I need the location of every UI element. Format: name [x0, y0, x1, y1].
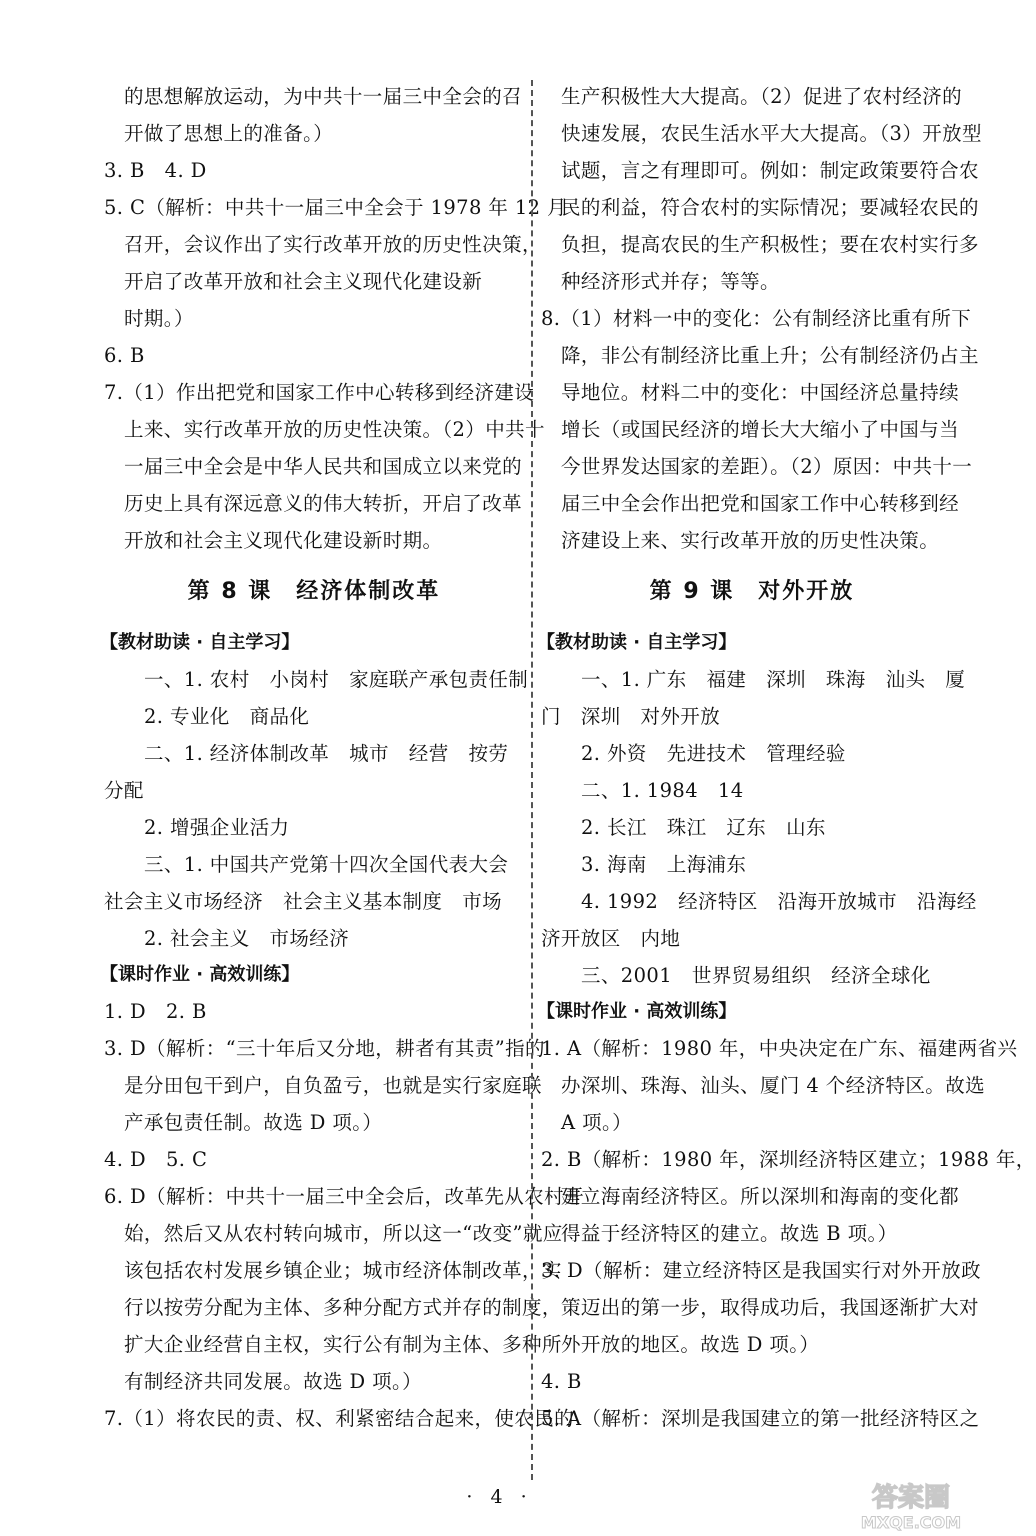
watermark-logo: [836, 1478, 986, 1534]
left-study-block: [104, 661, 529, 957]
text-line: 3. B 4. D: [104, 159, 207, 182]
text-line: 该包括农村发展乡镇企业；城市经济体制改革，实: [124, 1259, 562, 1282]
text-line: 2. 社会主义 市场经济: [144, 927, 350, 950]
text-line: 二、1. 经济体制改革 城市 经营 按劳: [144, 742, 509, 765]
lesson-8-heading: 第 8 课 经济体制改革: [187, 579, 441, 604]
right-answer-block: [541, 78, 982, 559]
text-line: 3. D（解析：建立经济特区是我国实行对外开放政: [541, 1259, 982, 1282]
column-divider: [531, 80, 533, 1480]
text-line: 快速发展，农民生活水平大大提高。（3）开放型: [561, 122, 982, 145]
text-line: 7.（1）作出把党和国家工作中心转移到经济建设: [104, 381, 535, 404]
text-line: 一届三中全会是中华人民共和国成立以来党的: [124, 455, 523, 478]
text-line: 行以按劳分配为主体、多种分配方式并存的制度，: [124, 1296, 562, 1319]
text-line: 2. 专业化 商品化: [144, 705, 310, 728]
text-line: 1. A（解析：1980 年，中央决定在广东、福建两省兴: [541, 1037, 1018, 1060]
text-line: 二、1. 1984 14: [581, 779, 744, 802]
text-line: 7.（1）将农民的责、权、利紧密结合起来，使农民的: [104, 1407, 575, 1430]
text-line: 4. B: [541, 1370, 582, 1393]
right-column: [537, 78, 1036, 1437]
right-study-section-title: 【教材助读 · 自主学习】: [537, 632, 737, 653]
text-line: 种经济形式并存；等等。: [561, 270, 780, 293]
text-line: 届三中全会作出把党和国家工作中心转移到经: [561, 492, 960, 515]
text-line: 开启了改革开放和社会主义现代化建设新: [124, 270, 483, 293]
left-answer-block: [104, 78, 567, 559]
text-line: 开放和社会主义现代化建设新时期。: [124, 529, 443, 552]
left-work-section-title: 【课时作业 · 高效训练】: [100, 964, 300, 985]
text-line: 6. D（解析：中共十一届三中全会后，改革先从农村开: [104, 1185, 584, 1208]
text-line: 历史上具有深远意义的伟大转折，开启了改革: [124, 492, 523, 515]
text-line: 外开放的地区。故选 D 项。）: [561, 1333, 820, 1356]
text-line: 4. 1992 经济特区 沿海开放城市 沿海经: [581, 890, 977, 913]
text-line: 三、1. 中国共产党第十四次全国代表大会: [144, 853, 509, 876]
page-number: · 4 ·: [466, 1486, 533, 1508]
text-line: 济开放区 内地: [541, 927, 681, 950]
text-line: 导地位。材料二中的变化：中国经济总量持续: [561, 381, 960, 404]
text-line: 办深圳、珠海、汕头、厦门 4 个经济特区。故选: [561, 1074, 986, 1097]
text-line: 一、1. 广东 福建 深圳 珠海 汕头 厦: [581, 668, 966, 691]
text-line: 是分田包干到户，自负盈亏，也就是实行家庭联: [124, 1074, 542, 1097]
text-line: 开做了思想上的准备。）: [124, 122, 334, 145]
text-line: 有制经济共同发展。故选 D 项。）: [124, 1370, 423, 1393]
text-line: 2. 长江 珠江 辽东 山东: [581, 816, 826, 839]
text-line: 3. D（解析：“三十年后又分地，耕者有其责”指的: [104, 1037, 545, 1060]
text-line: 今世界发达国家的差距）。（2）原因：中共十一: [561, 455, 973, 478]
text-line: 的思想解放运动，为中共十一届三中全会的召: [124, 85, 523, 108]
text-line: 策迈出的第一步，取得成功后，我国逐渐扩大对: [561, 1296, 979, 1319]
text-line: 一、1. 农村 小岗村 家庭联产承包责任制: [144, 668, 529, 691]
text-line: 门 深圳 对外开放: [541, 705, 721, 728]
text-line: 负担，提高农民的生产积极性；要在农村实行多: [561, 233, 979, 256]
text-line: 8.（1）材料一中的变化：公有制经济比重有所下: [541, 307, 972, 330]
text-line: 4. D 5. C: [104, 1148, 208, 1171]
text-line: 建立海南经济特区。所以深圳和海南的变化都: [561, 1185, 960, 1208]
left-study-section-title: 【教材助读 · 自主学习】: [100, 632, 300, 653]
text-line: 2. B（解析：1980 年，深圳经济特区建立；1988 年，: [541, 1148, 1036, 1171]
right-study-block: [541, 661, 977, 994]
text-line: 社会主义市场经济 社会主义基本制度 市场: [104, 890, 503, 913]
text-line: 2. 增强企业活力: [144, 816, 290, 839]
text-line: 5. A（解析：深圳是我国建立的第一批经济特区之: [541, 1407, 980, 1430]
svg-text:MXQE.COM: MXQE.COM: [860, 1513, 962, 1532]
text-line: 生产积极性大大提高。（2）促进了农村经济的: [561, 85, 963, 108]
text-line: 上来、实行改革开放的历史性决策。（2）中共十: [124, 418, 545, 441]
lesson-9-heading: 第 9 课 对外开放: [649, 579, 855, 604]
text-line: 扩大企业经营自主权，实行公有制为主体、多种所: [124, 1333, 562, 1356]
text-line: 试题，言之有理即可。例如：制定政策要符合农: [561, 159, 979, 182]
text-line: 降，非公有制经济比重上升；公有制经济仍占主: [561, 344, 979, 367]
text-line: 民的利益，符合农村的实际情况；要减轻农民的: [561, 196, 979, 219]
text-line: 三、2001 世界贸易组织 经济全球化: [581, 964, 931, 987]
text-line: 时期。）: [124, 307, 194, 330]
text-line: 3. 海南 上海浦东: [581, 853, 747, 876]
text-line: 济建设上来、实行改革开放的历史性决策。: [561, 529, 940, 552]
text-line: 召开，会议作出了实行改革开放的历史性决策，: [124, 233, 542, 256]
right-work-block: [541, 1030, 1036, 1437]
text-line: 1. D 2. B: [104, 1000, 207, 1023]
text-line: 增长（或国民经济的增长大大缩小了中国与当: [561, 418, 960, 441]
text-line: 5. C（解析：中共十一届三中全会于 1978 年 12 月: [104, 196, 567, 219]
svg-text:答案圈: 答案圈: [871, 1483, 951, 1513]
text-line: 得益于经济特区的建立。故选 B 项。）: [561, 1222, 898, 1245]
text-line: 2. 外资 先进技术 管理经验: [581, 742, 846, 765]
right-work-section-title: 【课时作业 · 高效训练】: [537, 1001, 737, 1022]
text-line: 分配: [104, 779, 144, 802]
text-line: 产承包责任制。故选 D 项。）: [124, 1111, 383, 1134]
text-line: 始，然后又从农村转向城市，所以这一“改变”就应: [124, 1222, 563, 1245]
text-line: 6. B: [104, 344, 145, 367]
text-line: A 项。）: [561, 1111, 633, 1134]
